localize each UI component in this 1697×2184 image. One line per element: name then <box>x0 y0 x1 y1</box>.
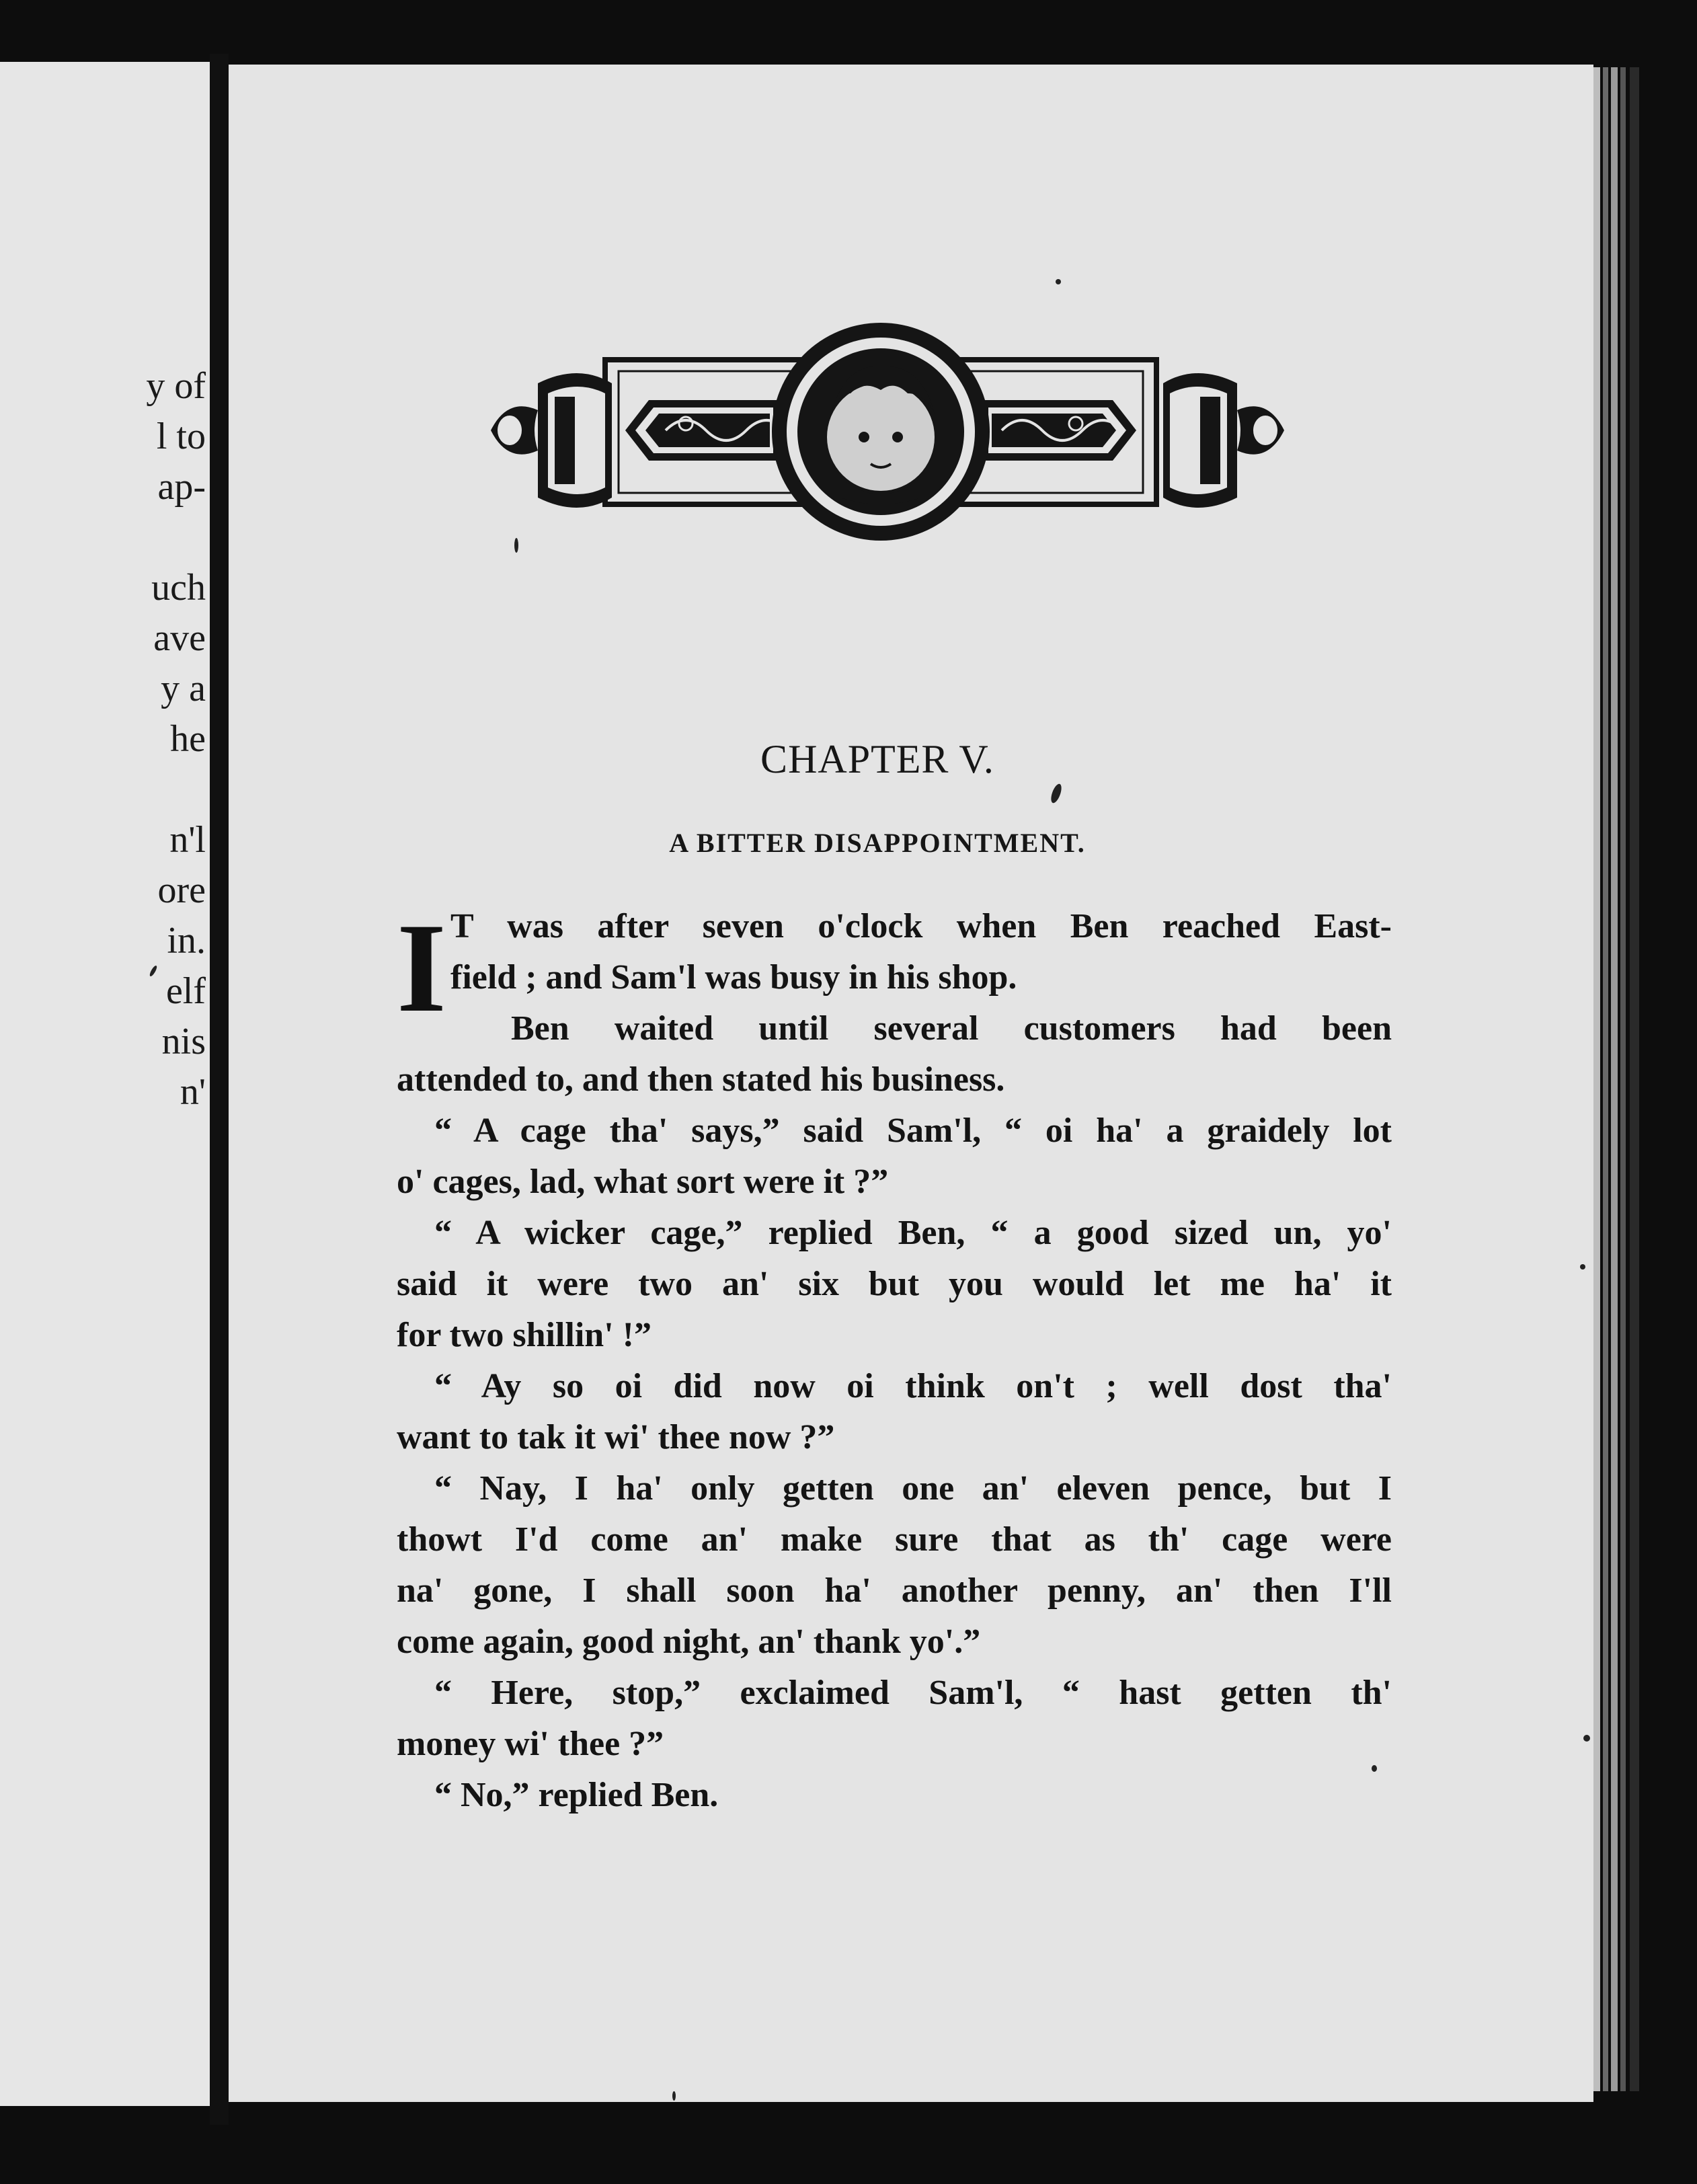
body-line: “ A cage tha' says,” said Sam'l, “ oi ha' a graidely lot <box>434 1112 1392 1150</box>
left-fragment: elf <box>165 970 206 1012</box>
page-edge <box>1620 67 1626 2091</box>
body-line: money wi' thee ?” <box>397 1725 664 1763</box>
left-fragment: y a <box>161 668 206 709</box>
chapter-body <box>397 898 1392 1821</box>
body-line: “ A wicker cage,” replied Ben, “ a good sized un, yo' <box>434 1214 1392 1252</box>
left-fragment: ap- <box>157 466 206 508</box>
page-edge <box>1630 67 1639 2091</box>
scan-speck <box>1583 1735 1590 1742</box>
body-line: T was after seven o'clock when Ben reached East- <box>450 907 1392 945</box>
left-fragment: uch <box>151 567 206 609</box>
body-line: thowt I'd come an' make sure that as th' cage were <box>397 1520 1392 1559</box>
body-line: said it were two an' six but you would let me ha' it <box>397 1265 1392 1303</box>
body-line: field ; and Sam'l was busy in his shop. <box>450 958 1017 997</box>
scan-speck <box>514 538 518 553</box>
left-fragment: ave <box>153 617 206 659</box>
page-edge <box>1603 67 1608 2091</box>
body-line: “ Here, stop,” exclaimed Sam'l, “ hast getten th' <box>434 1674 1392 1712</box>
drop-cap: I <box>397 898 446 1039</box>
body-line: “ No,” replied Ben. <box>434 1776 719 1814</box>
left-fragment: nis <box>161 1021 206 1062</box>
left-page-text-fragments <box>0 62 210 2106</box>
body-line: want to tak it wi' thee now ?” <box>397 1418 835 1456</box>
scan-speck <box>1580 1264 1585 1270</box>
body-line: na' gone, I shall soon ha' another penny, an' then I'll <box>397 1571 1392 1610</box>
body-line: attended to, and then stated his business. <box>397 1060 1005 1099</box>
body-line: “ Nay, I ha' only getten one an' eleven pence, but I <box>434 1469 1392 1508</box>
scan-speck <box>1056 279 1061 284</box>
scan-speck <box>672 2091 676 2101</box>
left-fragment: l to <box>156 416 206 457</box>
body-line: Ben waited until several customers had been <box>511 1009 1392 1048</box>
left-fragment: n' <box>180 1071 206 1113</box>
left-fragment: in. <box>167 920 206 962</box>
body-line: for two shillin' !” <box>397 1316 652 1354</box>
chapter-title: CHAPTER V. <box>760 737 994 781</box>
body-line: come again, good night, an' thank yo'.” <box>397 1623 981 1661</box>
left-fragment: ore <box>157 869 206 911</box>
chapter-subtitle: A BITTER DISAPPOINTMENT. <box>669 828 1086 858</box>
scan-speck <box>1372 1765 1377 1772</box>
book-gutter <box>210 54 229 2125</box>
body-line: “ Ay so oi did now oi think on't ; well dost tha' <box>434 1367 1392 1405</box>
page-edge <box>1593 67 1600 2091</box>
left-fragment: y of <box>146 365 206 407</box>
left-facing-page <box>0 62 210 2106</box>
chapter-headpiece-ornament <box>464 323 1311 551</box>
left-fragment: he <box>170 718 206 760</box>
body-line: o' cages, lad, what sort were it ?” <box>397 1163 889 1201</box>
left-fragment: n'l <box>169 819 206 861</box>
page-edge <box>1611 67 1618 2091</box>
